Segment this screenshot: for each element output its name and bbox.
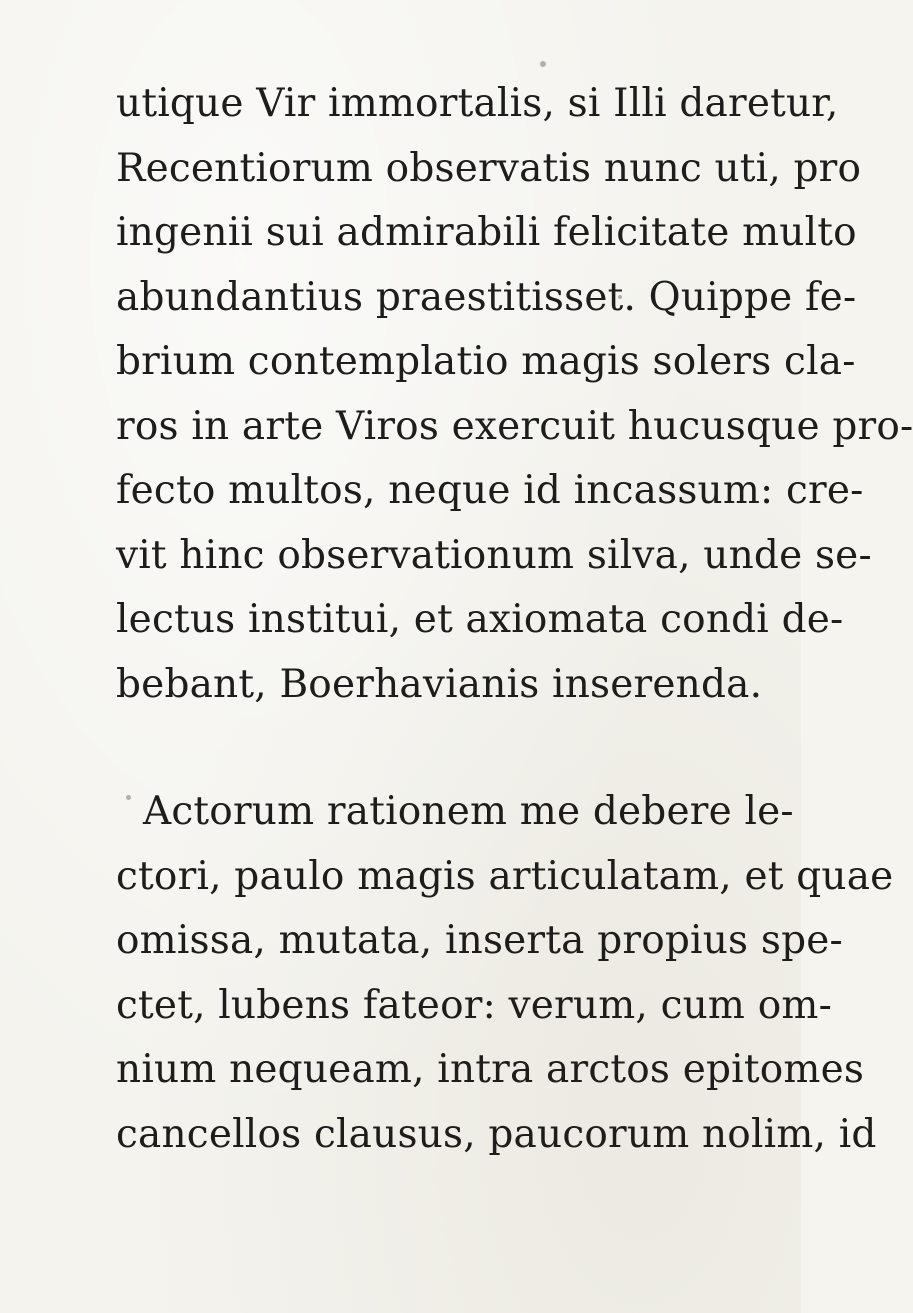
text-line: lectus institui, et axiomata condi de- xyxy=(116,597,844,642)
text-line: vit hinc observationum silva, unde se- xyxy=(116,532,872,578)
text-line: abundantius praestitisset. Quippe fe- xyxy=(116,274,857,320)
text-line: Recentiorum observatis nunc uti, pro xyxy=(116,145,862,191)
text-line: Actorum rationem me debere le- xyxy=(143,789,794,834)
text-line: ros in arte Viros exercuit hucusque pro- xyxy=(116,403,913,449)
text-line: ctet, lubens fateor: verum, cum om- xyxy=(116,982,832,1028)
text-line: ctori, paulo magis articulatam, et quae xyxy=(116,853,894,899)
text-line: bebant, Boerhavianis inserenda. xyxy=(116,661,763,707)
paragraph-1 xyxy=(116,72,913,717)
text-line: nium nequeam, intra arctos epitomes xyxy=(116,1047,865,1092)
text-line: utique Vir immortalis, si Illi daretur, xyxy=(116,81,839,126)
text-line: brium contemplatio magis solers cla- xyxy=(116,339,856,384)
paragraph-2 xyxy=(116,780,894,1167)
paragraph-gap xyxy=(116,717,756,780)
latin-text-block xyxy=(116,72,913,1167)
ink-speck xyxy=(540,61,546,67)
text-line: ingenii sui admirabili felicitate multo xyxy=(116,210,857,255)
text-line: fecto multos, neque id incassum: cre- xyxy=(116,468,864,513)
text-line: omissa, mutata, inserta propius spe- xyxy=(116,918,843,963)
text-line: cancellos clausus, paucorum nolim, id xyxy=(116,1111,877,1157)
